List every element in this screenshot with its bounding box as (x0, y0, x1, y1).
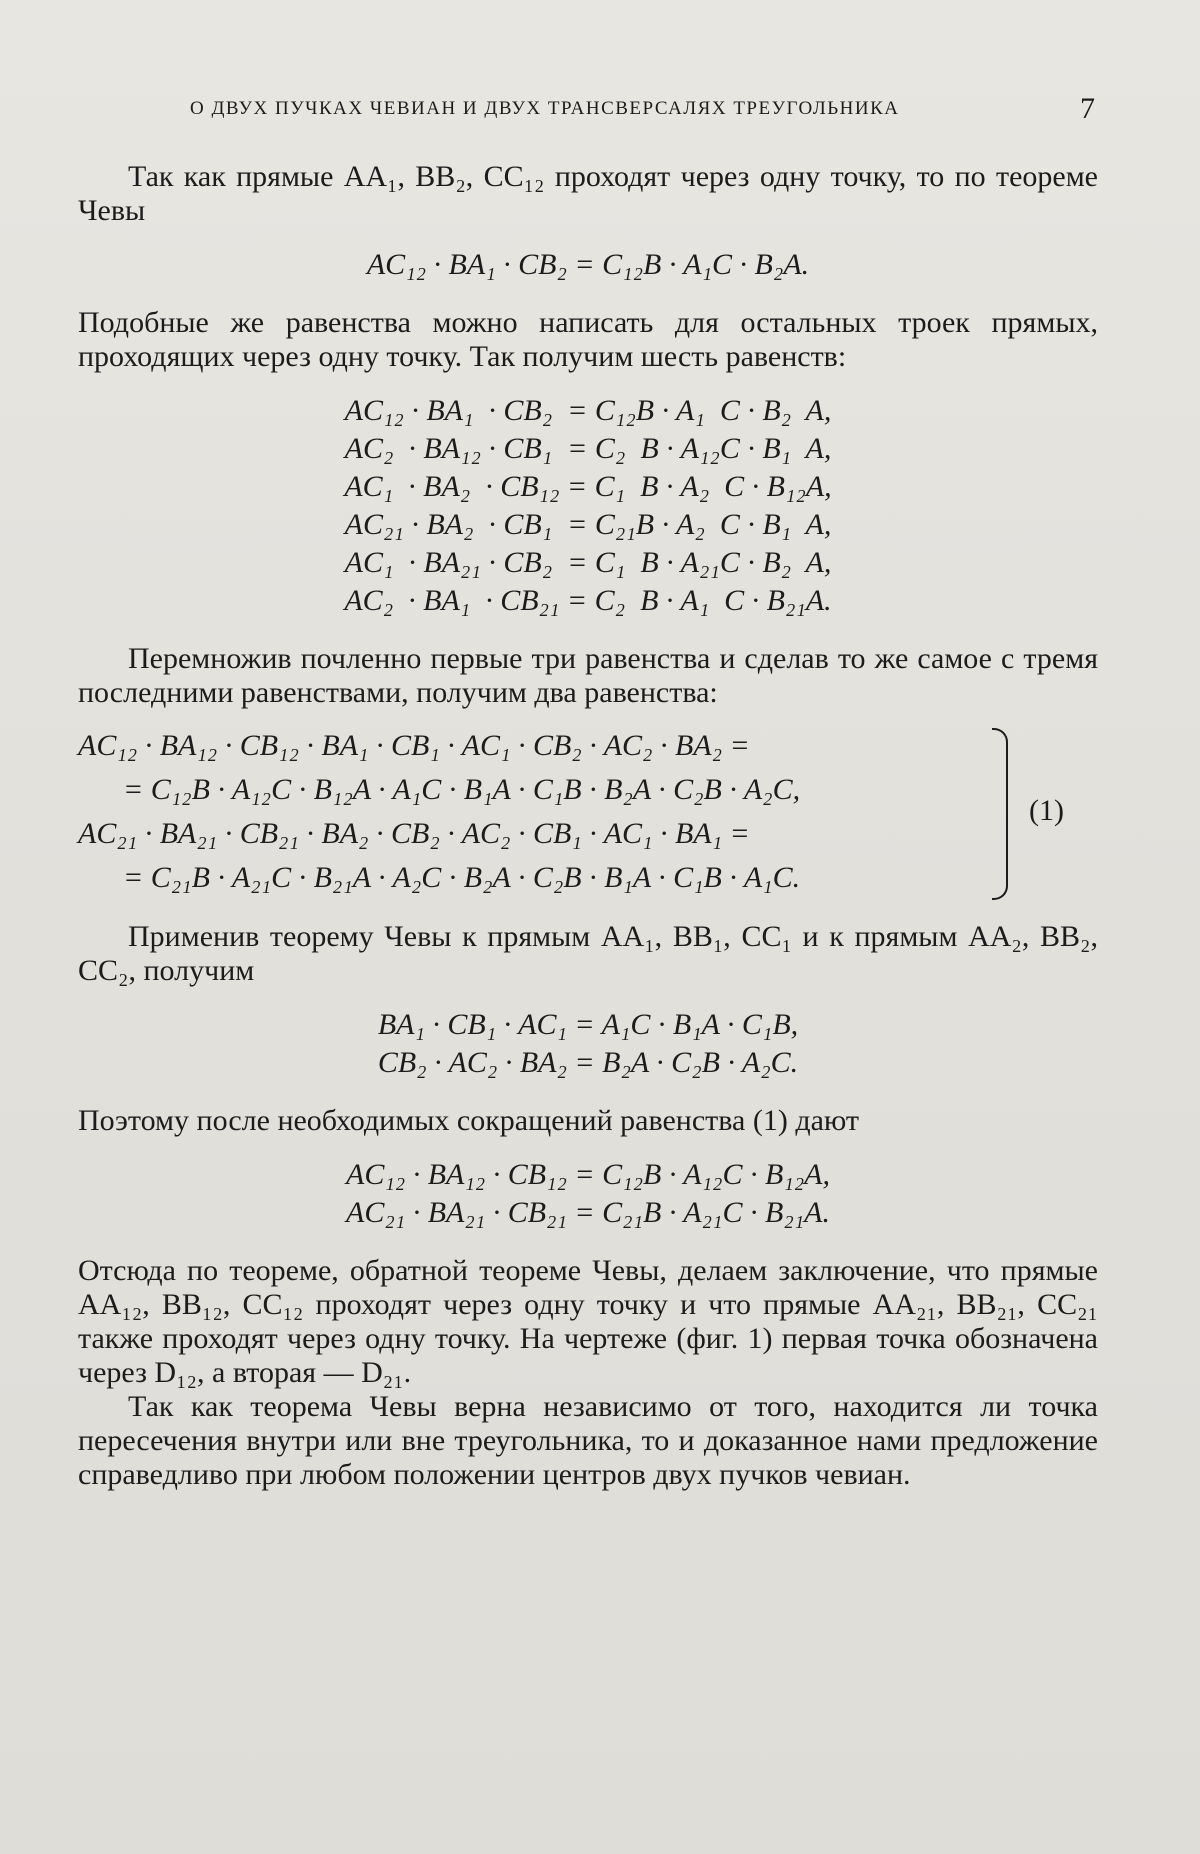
equation-line: AC₁₂ · BA₁ · CB₂ = C₁₂B · A₁C · B₂A. (366, 248, 810, 281)
equation-system-1 (78, 724, 1098, 900)
equation-line: BA₁ · CB₁ · AC₁ = A₁C · B₁A · C₁B, (377, 1008, 799, 1041)
paragraph-2: Подобные же равенства можно написать для остальных троек прямых, проходящих через одну точку. Так получим шесть равенств: (78, 306, 1098, 373)
equation-line: CB₂ · AC₂ · BA₂ = B₂A · C₂B · A₂C. (377, 1046, 799, 1079)
equation-line: AC₁₂ · BA₁₂ · CB₁₂ · BA₁ · CB₁ · AC₁ · CB₂ · AC₂ · BA₂ = (78, 729, 750, 762)
equation-line: AC₂ · BA₁₂ · CB₁ = C₂ B · A₁₂C · B₁ A, (344, 432, 832, 465)
page-body (78, 160, 1098, 1492)
paragraph-3: Перемножив почленно первые три равенства и сделав то же самое с тремя последними равенствами, получим два равенства: (78, 642, 1098, 709)
equation-number: (1) (1029, 794, 1064, 827)
paragraph-5: Поэтому после необходимых сокращений равенства (1) дают (78, 1104, 860, 1137)
equation-line: AC₂₁ · BA₂₁ · CB₂₁ = C₂₁B · A₂₁C · B₂₁A. (346, 1196, 830, 1229)
equation-line: AC₁₂ · BA₁₂ · CB₁₂ = C₁₂B · A₁₂C · B₁₂A, (346, 1158, 830, 1191)
right-brace (992, 728, 1008, 900)
paragraph-7: Так как теорема Чевы верна независимо от того, находится ли точка пересечения внутри или вне треугольника, то и доказанное нами предложение справедливо при любом положении центров двух пучков чевиан. (78, 1390, 1098, 1491)
page-number: 7 (1080, 92, 1095, 125)
equation-line: = C₁₂B · A₁₂C · B₁₂A · A₁C · B₁A · C₁B · B₂A · C₂B · A₂C, (78, 773, 801, 806)
equation-line: AC₁ · BA₂₁ · CB₂ = C₁ B · A₂₁C · B₂ A, (344, 546, 832, 579)
paragraph-6: Отсюда по теореме, обратной теореме Чевы, делаем заключение, что прямые AA₁₂, BB₁₂, CC₁₂ проходят через одну точку и что прямые AA₂₁, BB₂₁, CC₂₁ также проходят через одну точку. На чертеже (фиг. 1) первая точка обозначена через D₁₂, а вторая — D₂₁. (78, 1254, 1098, 1389)
equation-line: AC₁₂ · BA₁ · CB₂ = C₁₂B · A₁ C · B₂ A, (344, 394, 832, 427)
six-equalities (78, 392, 1098, 620)
running-title: О ДВУХ ПУЧКАХ ЧЕВИАН И ДВУХ ТРАНСВЕРСАЛЯХ ТРЕУГОЛЬНИКА (190, 98, 900, 119)
paragraph-1: Так как прямые AA₁, BB₂, CC₁₂ проходят через одну точку, то по теореме Чевы (78, 160, 1098, 227)
equation-line: AC₂₁ · BA₂₁ · CB₂₁ · BA₂ · CB₂ · AC₂ · CB₁ · AC₁ · BA₁ = (78, 817, 750, 850)
equation-line: AC₂₁ · BA₂ · CB₁ = C₂₁B · A₂ C · B₁ A, (344, 508, 832, 541)
equations-result (78, 1156, 1098, 1232)
equations-ceva-pencils (78, 1006, 1098, 1082)
paragraph-4: Применив теорему Чевы к прямым AA₁, BB₁, CC₁ и к прямым AA₂, BB₂, CC₂, получим (78, 920, 1098, 987)
equation-line: AC₂ · BA₁ · CB₂₁ = C₂ B · A₁ C · B₂₁A. (344, 584, 832, 617)
equation-line: = C₂₁B · A₂₁C · B₂₁A · A₂C · B₂A · C₂B · B₁A · C₁B · A₁C. (78, 861, 801, 894)
equation-ceva (78, 246, 1098, 284)
equation-line: AC₁ · BA₂ · CB₁₂ = C₁ B · A₂ C · B₁₂A, (344, 470, 832, 503)
